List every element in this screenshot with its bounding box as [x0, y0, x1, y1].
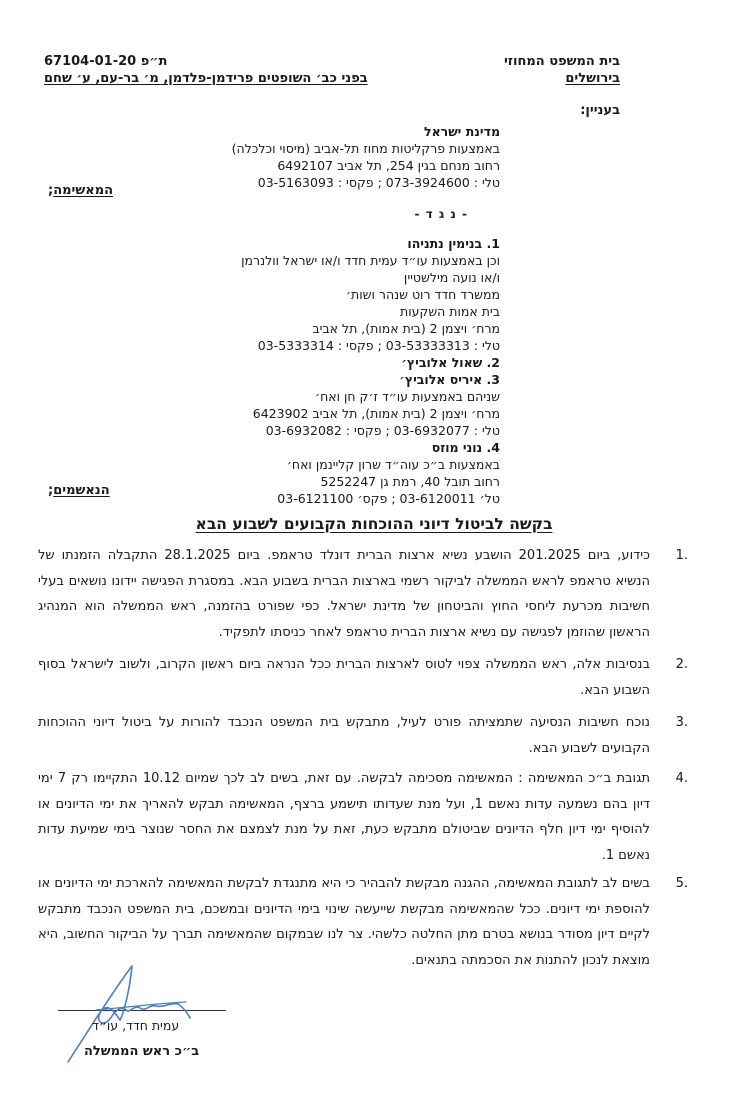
defendant-1-line: טלי : 03-53333313 ; פקסי : 03-5333314 [257, 338, 500, 353]
paragraph-number: .2 [675, 657, 688, 672]
paragraph-3 [38, 710, 688, 761]
court-header [504, 53, 620, 87]
paragraph-number: .1 [675, 548, 688, 563]
versus-label: - נ ג ד - [414, 207, 468, 221]
defendant-1-line: וכן באמצעות עו״ד עמית חדד ו/או ישראל וולנרמן [241, 253, 500, 268]
court-name: בית המשפט המחוזי [503, 54, 620, 69]
defendant-1-line: בית אמות השקעות [400, 304, 500, 319]
defendant-4-line: רחוב תובל 40, רמת גן 5252247 [320, 474, 500, 489]
paragraph-number: .5 [675, 876, 688, 891]
case-number: ת״פ 67104-01-20 [44, 54, 168, 69]
plaintiff-block [232, 123, 500, 191]
plaintiff-role-suffix: ; [48, 183, 54, 198]
defendant-2-name: 2. שאול אלוביץ׳ [401, 355, 500, 370]
paragraph-1 [38, 543, 688, 645]
defendant-1-line: ממשרד חדד רוט שנהר ושות׳ [345, 287, 500, 302]
plaintiff-line: רחוב מנחם בגין 254, תל אביב 6492107 [277, 158, 500, 173]
plaintiff-line: באמצעות פרקליטות מחוז תל-אביב (מיסוי וכלכלה) [231, 141, 500, 156]
paragraph-2 [38, 652, 688, 703]
defendant-1-name: 1. בנימין נתניהו [407, 236, 500, 251]
judges-panel: בפני כב׳ השופטים פרידמן-פלדמן, מ׳ בר-עם, ע׳ שחם [44, 71, 368, 86]
plaintiff-line: טלי : 073-3924600 ; פקסי : 03-5163093 [257, 175, 500, 190]
defendant-4-line: באמצעות ב״כ עוה״ד שרון קליינמן ואח׳ [286, 457, 500, 472]
defendants-block [241, 235, 500, 507]
in-re-label: בעניין: [580, 103, 620, 118]
defendant-23-line: מרח׳ ויצמן 2 (בית אמות), תל אביב 6423902 [252, 406, 500, 421]
defendants-role-suffix: ; [48, 483, 54, 498]
defendant-1-line: ו/או נועה מילשטיין [403, 270, 500, 285]
case-header [44, 53, 368, 87]
paragraph-text: נוכח חשיבות הנסיעה שתמציתה פורט לעיל, מתבקש בית המשפט הנכבד להורות על ביטול דיוני ההוכחות הקבועים לשבוע הבא. [38, 715, 650, 756]
paragraph-text: בשים לב לתגובת המאשימה, ההגנה מבקשת להבהיר כי היא מתנגדת לבקשת המאשימה להארכת ימי הדיונים או להוספת ימי דיונים. ככל שהמאשימה מבקשת שייעשה שינוי בימי הדיונים ובמשכם, בית המשפט הנכבד מתבקש לקיים דיון מסודר בנושא בטרם מתן החלטה כלשהי. צר לנו שבמקום שהמאשימה תברך על הביקור החשוב, היא מוצאת לנכון להתנות את הסכמתה בתנאים. [38, 876, 650, 968]
plaintiff-name: מדינת ישראל [424, 124, 500, 139]
plaintiff-role-label: המאשימה [53, 183, 114, 198]
defendant-23-line: שניהם באמצעות עו״ד ז׳ק חן ואח׳ [314, 389, 500, 404]
court-location: בירושלים [565, 71, 620, 86]
document-title [0, 515, 748, 533]
paragraph-4 [38, 766, 688, 868]
paragraph-number: .4 [675, 771, 688, 786]
defendant-23-line: טלי : 03-6932077 ; פקסי : 03-6932082 [265, 423, 500, 438]
paragraph-number: .3 [675, 715, 688, 730]
defendants-role-label: הנאשמים [53, 483, 110, 498]
signer-role: ב״כ ראש הממשלה [84, 1044, 200, 1059]
paragraph-text: תגובת ב״כ המאשימה : המאשימה מסכימה לבקשה. עם זאת, בשים לב לכך שמיום 10.12 התקיימו רק 7 ימי דיון בהם נשמעה עדות נאשם 1, ועל מנת שעדותו תישמע ברצף, המאשימה תבקש להאריך את ימי הדיונים או להוסיף ימי דיון חלף הדיונים שביטולם מתבקש כעת, זאת על מנת לצמצם את החסר שנוצר בימי שמיעת עדות נאשם 1. [38, 771, 651, 863]
defendant-4-name: 4. נוני מוזס [431, 440, 500, 455]
paragraph-text: כידוע, ביום 201.2025 הושבע נשיא ארצות הברית דונלד טראמפ. ביום 28.1.2025 התקבלה הזמנתו של הנשיא טראמפ לראש הממשלה לביקור רשמי בארצות הברית בשבוע הבא. במסגרת הפגישה יידונו נושאים בעלי חשיבות מכרעת ליחסי החוץ והביטחון של מדינת ישראל. כפי שפורט בהזמנה, ראש הממשלה הוא המנהיג הראשון שהוזמן לפגישה עם נשיא ארצות הברית טראמפ לאחר כניסתו לתפקיד. [38, 548, 650, 640]
defendant-3-name: 3. איריס אלוביץ׳ [399, 372, 500, 387]
signer-name: עמית חדד, עו״ד [92, 1018, 180, 1033]
defendant-4-line: טל׳ 03-6120011 ; פקס׳ 03-6121100 [277, 491, 500, 506]
paragraph-text: בנסיבות אלה, ראש הממשלה צפוי לטוס לארצות הברית ככל הנראה ביום ראשון הקרוב, ולשוב לישראל בסוף השבוע הבא. [38, 657, 650, 698]
defendants-role [48, 483, 110, 498]
plaintiff-role [48, 183, 113, 198]
defendant-1-line: מרח׳ ויצמן 2 (בית אמות), תל אביב [312, 321, 500, 336]
document-title-text: בקשה לביטול דיוני ההוכחות הקבועים לשבוע הבא [195, 515, 553, 533]
